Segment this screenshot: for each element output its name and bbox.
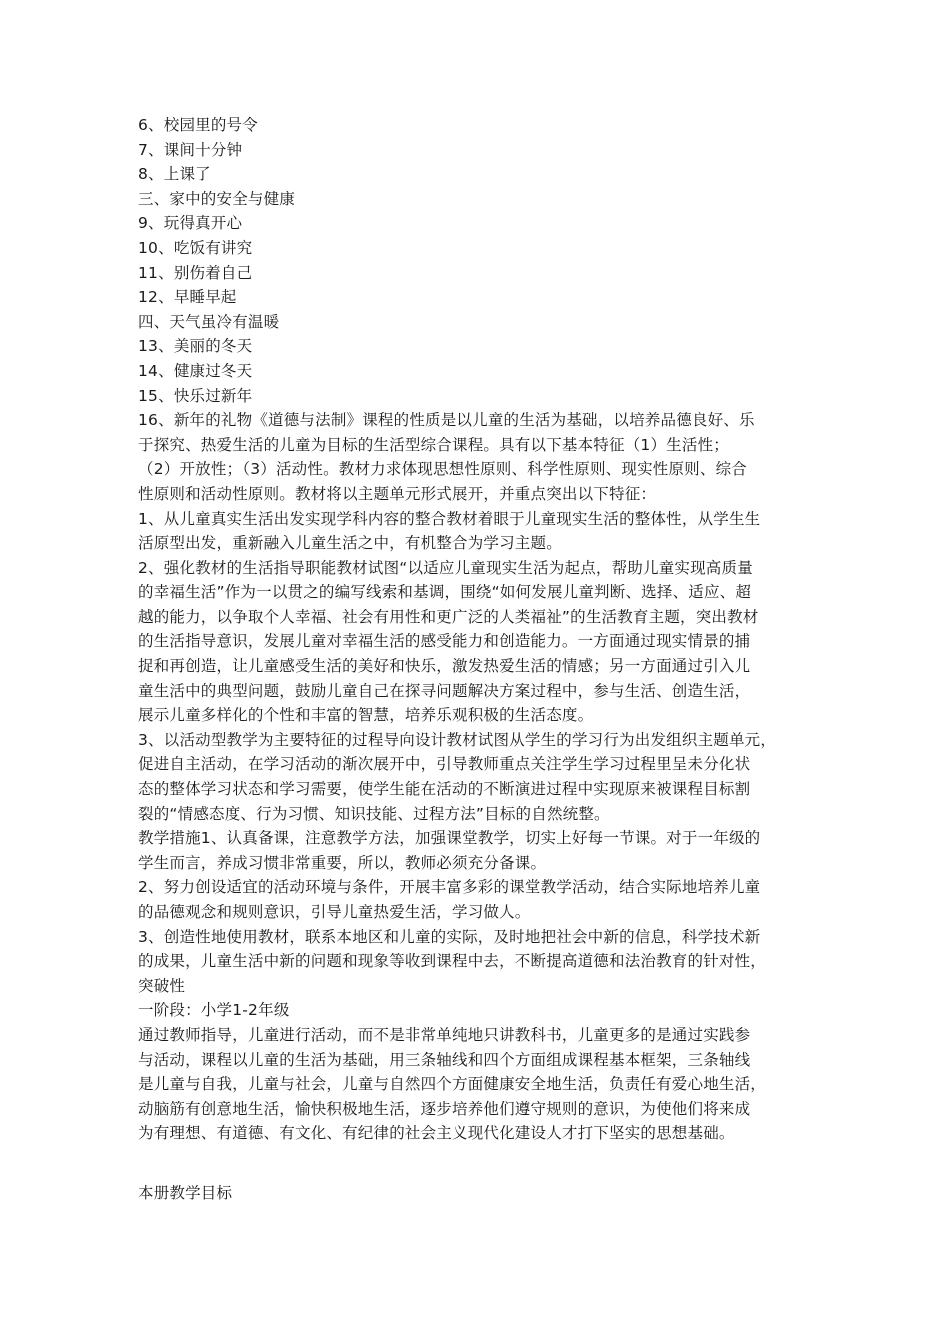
text-line: 6、校园里的号令 xyxy=(138,116,258,134)
text-line: 14、健康过冬天 xyxy=(138,361,253,380)
document-page xyxy=(138,113,818,1206)
text-line: 童生活中的典型问题，鼓励儿童自己在探寻问题解决方案过程中，参与生活、创造生活， xyxy=(138,681,751,700)
text-line: 活原型出发，重新融入儿童生活之中，有机整合为学习主题。 xyxy=(138,534,562,553)
text-line: 11、别伤着自己 xyxy=(138,263,253,282)
text-line: 与活动，课程以儿童的生活为基础，用三条轴线和四个方面组成课程基本框架，三条轴线 xyxy=(138,1050,751,1069)
text-line: 的生活指导意识，发展儿童对幸福生活的感受能力和创造能力。一方面通过现实情景的捕 xyxy=(138,632,751,651)
text-line: 1、从儿童真实生活出发实现学科内容的整合教材着眼于儿童现实生活的整体性，从学生生 xyxy=(138,509,761,528)
text-line: 态的整体学习状态和学习需要，使学生能在活动的不断演进过程中实现原来被课程目标割 xyxy=(138,780,751,799)
text-line: 2、强化教材的生活指导职能教材试图“以适应儿童现实生活为起点，帮助儿童实现高质量 xyxy=(138,558,753,577)
text-line: 促进自主活动，在学习活动的渐次展开中，引导教师重点关注学生学习过程里呈未分化状 xyxy=(138,755,751,774)
text-line: 学生而言，养成习惯非常重要，所以，教师必须充分备课。 xyxy=(138,853,547,872)
text-line: 捉和再创造，让儿童感受生活的美好和快乐，激发热爱生活的情感；另一方面通过引入儿 xyxy=(138,657,751,676)
document-body xyxy=(138,113,818,1146)
text-line: 四、天气虽冷有温暖 xyxy=(138,312,280,331)
text-line: 突破性 xyxy=(138,976,186,995)
text-line: 16、新年的礼物《道德与法制》课程的性质是以儿童的生活为基础，以培养品德良好、乐 xyxy=(138,411,755,430)
text-line: 教学措施1、认真备课，注意教学方法，加强课堂教学，切实上好每一节课。对于一年级的 xyxy=(138,829,761,848)
text-line: 是儿童与自我，儿童与社会，儿童与自然四个方面健康安全地生活，负责任有爱心地生活， xyxy=(138,1075,767,1094)
text-line: 12、早睡早起 xyxy=(138,288,237,307)
text-line: 为有理想、有道德、有文化、有纪律的社会主义现代化建设人才打下坚实的思想基础。 xyxy=(138,1124,735,1143)
text-line: 一阶段：小学1-2年级 xyxy=(138,1001,290,1020)
text-line: 10、吃饭有讲究 xyxy=(138,238,253,257)
text-line: 展示儿童多样化的个性和丰富的智慧，培养乐观积极的生活态度。 xyxy=(138,706,594,725)
text-line: 的品德观念和规则意识，引导儿童热爱生活，学习做人。 xyxy=(138,903,531,921)
text-line: 本册教学目标 xyxy=(138,1183,233,1202)
text-line: 三、家中的安全与健康 xyxy=(138,189,296,208)
text-line: （2）开放性；（3）活动性。教材力求体现思想性原则、科学性原则、现实性原则、综合 xyxy=(138,460,747,479)
text-line: 7、课间十分钟 xyxy=(138,140,243,159)
text-line: 3、创造性地使用教材，联系本地区和儿童的实际，及时地把社会中新的信息，科学技术新 xyxy=(138,927,761,946)
text-line: 15、快乐过新年 xyxy=(138,386,253,405)
text-line: 通过教师指导，儿童进行活动，而不是非常单纯地只讲教科书，儿童更多的是通过实践参 xyxy=(138,1025,751,1044)
text-line: 裂的“情感态度、行为习惯、知识技能、过程方法”目标的自然统整。 xyxy=(138,804,610,823)
text-line: 越的能力，以争取个人幸福、社会有用性和更广泛的人类福祉”的生活教育主题，突出教材 xyxy=(138,607,759,626)
text-line: 8、上课了 xyxy=(138,165,211,184)
text-line: 的幸福生活”作为一以贯之的编写线索和基调，围绕“如何发展儿童判断、选择、适应、超 xyxy=(138,583,752,602)
document-section-heading xyxy=(138,1181,818,1206)
text-line: 3、以活动型教学为主要特征的过程导向设计教材试图从学生的学习行为出发组织主题单元， xyxy=(138,730,777,749)
text-line: 的成果，儿童生活中新的问题和现象等收到课程中去，不断提高道德和法治教育的针对性， xyxy=(138,952,767,971)
text-line: 性原则和活动性原则。教材将以主题单元形式展开，并重点突出以下特征： xyxy=(138,484,657,503)
paragraph-gap xyxy=(138,1146,818,1181)
text-line: 13、美丽的冬天 xyxy=(138,337,253,356)
text-line: 动脑筋有创意地生活，愉快积极地生活，逐步培养他们遵守规则的意识，为使他们将来成 xyxy=(138,1099,751,1118)
text-line: 9、玩得真开心 xyxy=(138,214,243,233)
text-line: 于探究、热爱生活的儿童为目标的生活型综合课程。具有以下基本特征（1）生活性； xyxy=(138,435,729,454)
text-line: 2、努力创设适宜的活动环境与条件，开展丰富多彩的课堂教学活动，结合实际地培养儿童 xyxy=(138,878,761,897)
